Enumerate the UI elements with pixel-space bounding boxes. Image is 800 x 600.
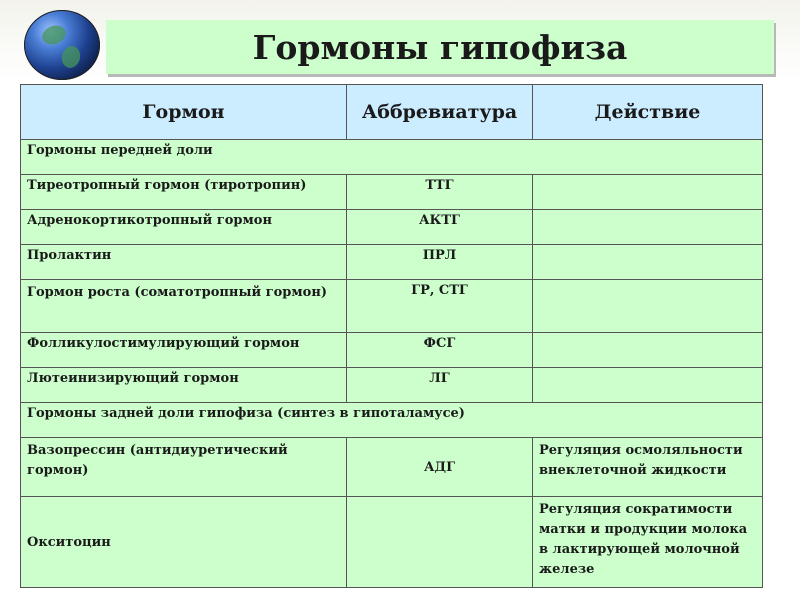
table-row xyxy=(21,497,763,588)
globe-icon xyxy=(24,10,100,80)
action-cell xyxy=(533,333,763,368)
abbr-cell xyxy=(347,497,533,588)
hormone-cell: Лютеинизирующий гормон xyxy=(21,368,347,403)
table-row xyxy=(21,280,763,333)
action-cell xyxy=(533,245,763,280)
abbr-cell: АКТГ xyxy=(347,210,533,245)
table-row xyxy=(21,175,763,210)
action-cell: Регуляция осмоляльности внеклеточной жидкости xyxy=(533,438,763,497)
header-row xyxy=(21,85,763,140)
hormone-cell: Адренокортикотропный гормон xyxy=(21,210,347,245)
table-row xyxy=(21,438,763,497)
section-label-anterior: Гормоны передней доли xyxy=(21,140,763,175)
hormone-cell: Пролактин xyxy=(21,245,347,280)
action-cell xyxy=(533,175,763,210)
table-row xyxy=(21,245,763,280)
page-title: Гормоны гипофиза xyxy=(252,27,628,67)
abbr-cell: ГР, СТГ xyxy=(347,280,533,333)
hormone-cell: Вазопрессин (антидиуретический гормон) xyxy=(21,438,347,497)
abbr-cell: ФСГ xyxy=(347,333,533,368)
abbr-cell: ЛГ xyxy=(347,368,533,403)
hormone-cell: Окситоцин xyxy=(21,497,347,588)
abbr-cell: АДГ xyxy=(347,438,533,497)
hormone-cell: Тиреотропный гормон (тиротропин) xyxy=(21,175,347,210)
abbr-cell: ТТГ xyxy=(347,175,533,210)
abbr-cell: ПРЛ xyxy=(347,245,533,280)
table-row xyxy=(21,368,763,403)
title-box xyxy=(106,20,774,74)
table-row xyxy=(21,333,763,368)
section-label-posterior: Гормоны задней доли гипофиза (синтез в гипоталамусе) xyxy=(21,403,763,438)
action-cell: Регуляция сократимости матки и продукции молока в лактирующей молочной железе xyxy=(533,497,763,588)
col-header-abbr: Аббревиатура xyxy=(347,85,533,140)
hormone-cell: Фолликулостимулирующий гормон xyxy=(21,333,347,368)
action-cell xyxy=(533,280,763,333)
section-row-anterior xyxy=(21,140,763,175)
hormone-table xyxy=(20,84,763,588)
hormone-cell: Гормон роста (соматотропный гормон) xyxy=(21,280,347,333)
table-row xyxy=(21,210,763,245)
col-header-hormone: Гормон xyxy=(21,85,347,140)
section-row-posterior xyxy=(21,403,763,438)
action-cell xyxy=(533,368,763,403)
action-cell xyxy=(533,210,763,245)
col-header-action: Действие xyxy=(533,85,763,140)
